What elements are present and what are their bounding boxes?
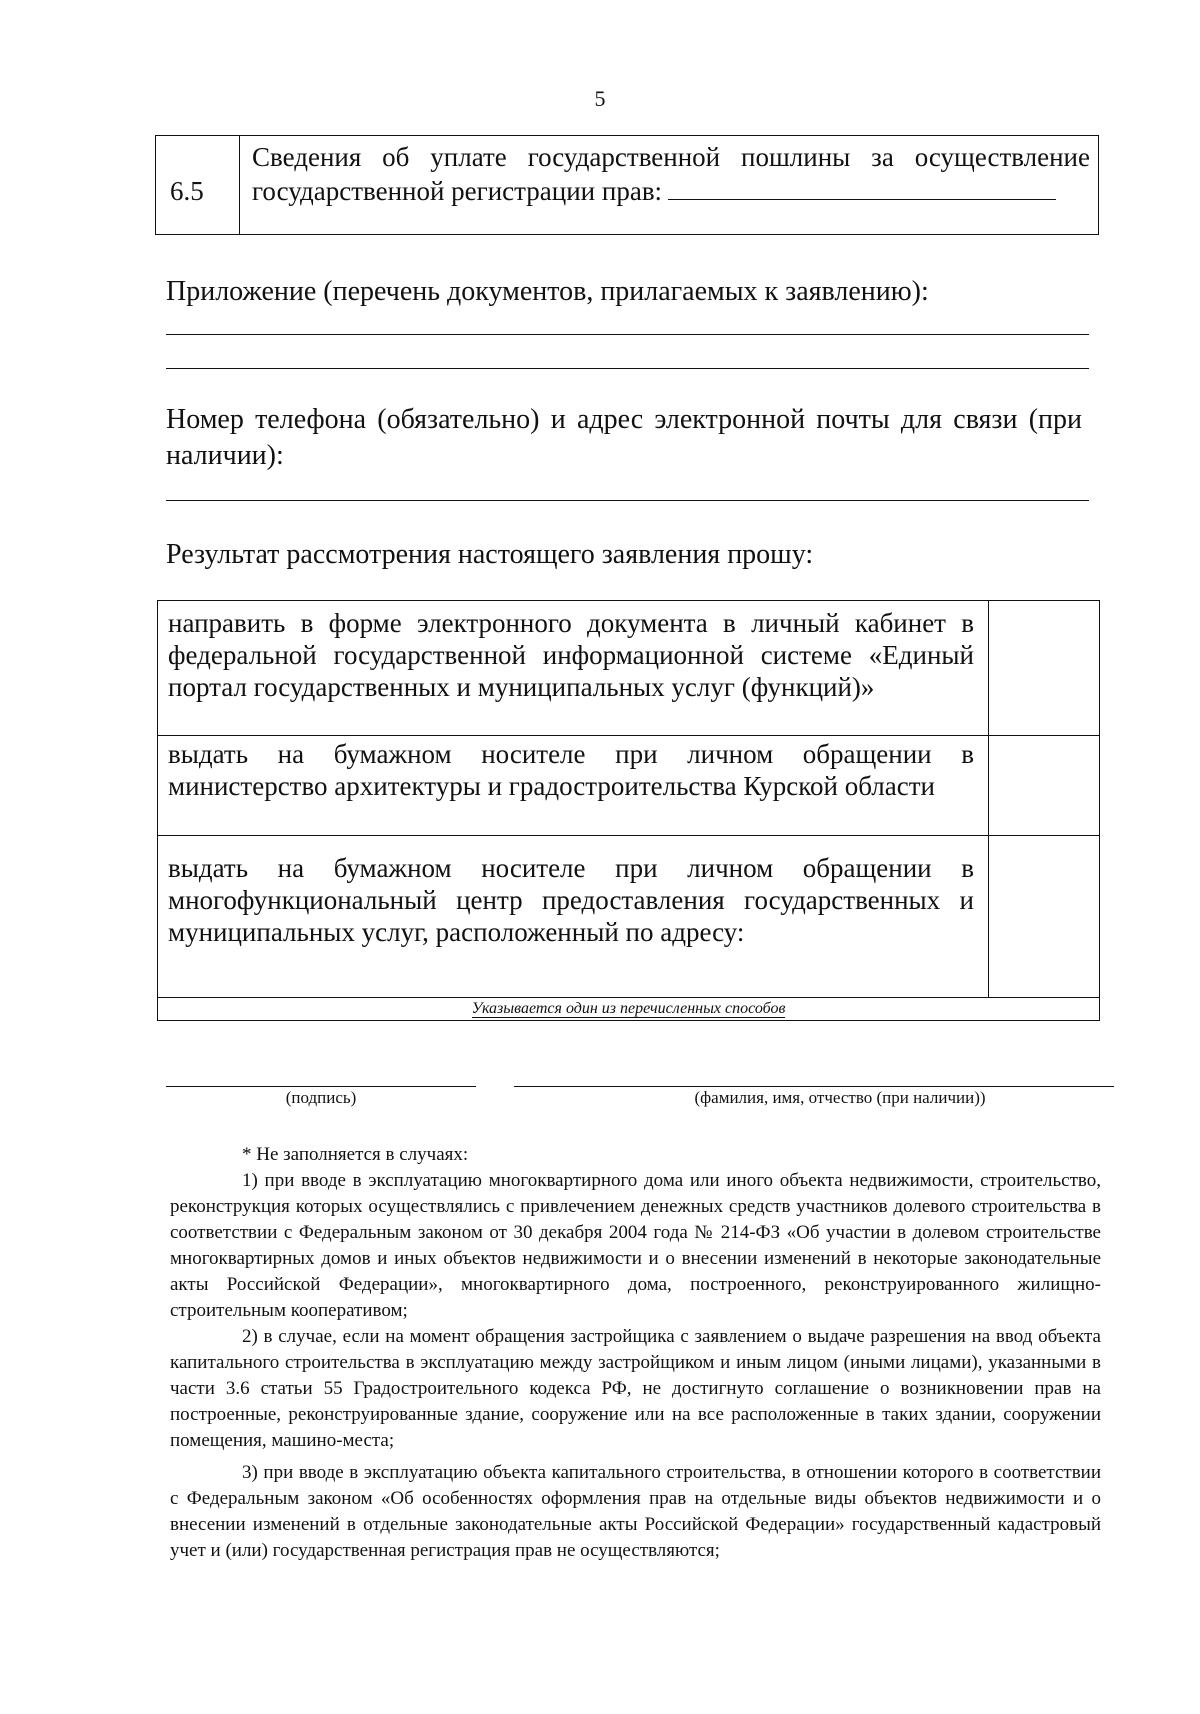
contacts-blank-line[interactable] (166, 500, 1089, 501)
full-name-line[interactable] (514, 1086, 1114, 1087)
fee-payment-blank[interactable] (668, 177, 1056, 200)
result-option-row-2 (158, 736, 1099, 836)
section-6-5-text: Сведения об уплате государственной пошлины за осуществление государственной регистрации прав: (252, 142, 1090, 206)
attachment-blank-line-2[interactable] (166, 368, 1089, 369)
result-option-row-3 (158, 836, 1099, 998)
result-option-1-checkbox[interactable] (988, 601, 1099, 735)
contacts-label: Номер телефона (обязательно) и адрес электронной почты для связи (при наличии): (166, 404, 1082, 471)
result-note-text: Указывается один из перечисленных способов (471, 1000, 786, 1017)
section-6-5-number: 6.5 (170, 176, 204, 206)
result-option-2-text: выдать на бумажном носителе при личном обращении в министерство архитектуры и градостроительства Курской области (168, 739, 974, 801)
attachment-label: Приложение (перечень документов, прилагаемых к заявлению): (166, 276, 929, 307)
footnote-item-3: 3) при вводе в эксплуатацию объекта капитального строительства, в отношении которого в соответствии с Федеральным законом «Об особенностях оформления прав на отдельные виды объектов недвижимости и о внесении изменений в отдельные законодательные акты Российской Федерации» государственный кадастровый учет и (или) государственная регистрация прав не осуществляются; (170, 1462, 1101, 1561)
result-label: Результат рассмотрения настоящего заявления прошу: (166, 539, 814, 570)
footnote-header: * Не заполняется в случаях: (242, 1144, 469, 1165)
section-6-5-table (155, 135, 1099, 235)
result-option-row-1 (158, 601, 1099, 736)
result-option-2-checkbox[interactable] (988, 736, 1099, 835)
signature-line[interactable] (166, 1086, 476, 1087)
result-options-table (157, 600, 1100, 1021)
result-option-1-text: направить в форме электронного документа в личный кабинет в федеральной государственной информационной системе «Единый портал государственных и муниципальных услуг (функций)» (168, 608, 974, 702)
footnote-item-2: 2) в случае, если на момент обращения застройщика с заявлением о выдаче разрешения на ввод объекта капитального строительства в эксплуатацию между застройщиком и иным лицом (иными лицами), указанными в части 3.6 статьи 55 Градостроительного кодекса РФ, не достигнуто соглашение о возникновении прав на построенные, реконструированные здание, сооружение или на все расположенные в таких здании, сооружении помещения, машино-места; (170, 1326, 1101, 1451)
result-option-3-checkbox[interactable] (988, 836, 1099, 998)
section-6-5-text-cell (252, 140, 1090, 208)
page-number: 5 (594, 86, 606, 111)
section-6-5-number-cell (156, 136, 240, 234)
footnotes (170, 1142, 1101, 1564)
attachment-blank-line-1[interactable] (166, 334, 1089, 335)
full-name-caption: (фамилия, имя, отчество (при наличии)) (694, 1088, 986, 1107)
result-note (158, 997, 1099, 1020)
result-option-3-text: выдать на бумажном носителе при личном обращении в многофункциональный центр предоставления государственных и муниципальных услуг, расположенный по адресу: (168, 853, 974, 947)
signature-caption: (подпись) (285, 1088, 357, 1107)
footnote-item-1: 1) при вводе в эксплуатацию многоквартирного дома или иного объекта недвижимости, строительство, реконструкция которых осуществлялись с привлечением денежных средств участников долевого строительства в соответствии с Федеральным законом от 30 декабря 2004 года № 214-ФЗ «Об участии в долевом строительстве многоквартирных домов и иных объектов недвижимости и о внесении изменений в некоторые законодательные акты Российской Федерации», многоквартирного дома, построенного, реконструированного жилищно-строительным кооперативом; (170, 1170, 1101, 1321)
